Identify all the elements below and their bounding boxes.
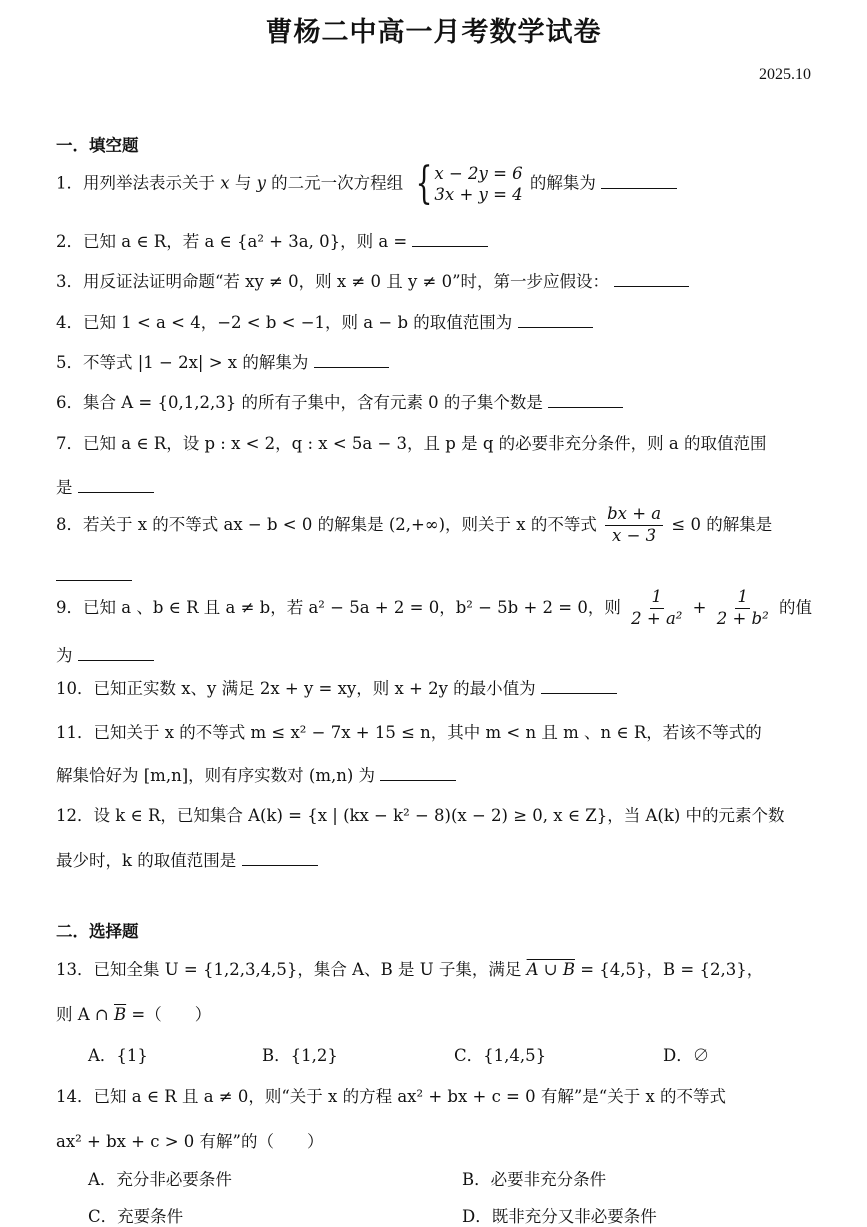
complement-b: $\overline{B}$ [113,1005,127,1024]
q14-line1: 14．已知 a ∈ R 且 a ≠ 0，则“关于 x 的方程 ax² + bx + c = 0 有解”是“关于 x 的不等式 [56,1087,727,1106]
plus-sign: + [692,597,707,617]
denominator: x − 3 [612,525,657,545]
q1-suffix: 的解集为 [529,173,596,193]
question-11 [56,723,762,743]
q14-option-a[interactable]: A．充分非必要条件 [88,1170,232,1189]
q13-option-b[interactable]: B．{1,2} [262,1046,338,1065]
fraction [605,505,663,546]
equation-2: 3x + y = 4 [434,185,523,204]
q13-option-d[interactable]: D．∅ [663,1046,710,1065]
page-title: 曹杨二中高一月考数学试卷 [265,17,602,48]
q14-option-b[interactable]: B．必要非充分条件 [462,1170,607,1189]
q11-line1: 11．已知关于 x 的不等式 m ≤ x² − 7x + 15 ≤ n，其中 m < n 且 m 、n ∈ R，若该不等式的 [56,723,762,742]
question-2 [56,232,488,252]
q4-text: 4．已知 1 < a < 4，−2 < b < −1，则 a − b 的取值范围为 [56,313,513,332]
q6-text: 6．集合 A = {0,1,2,3} 的所有子集中，含有元素 0 的子集个数是 [56,393,543,412]
answer-blank[interactable] [242,851,318,866]
question-13 [56,960,763,980]
question-14-cont [56,1128,324,1152]
question-8 [56,505,772,546]
var-x: x [220,173,230,193]
q3-text: 3．用反证法证明命题“若 xy ≠ 0，则 x ≠ 0 且 y ≠ 0”时，第一步应假设： [56,272,610,291]
q1-mid1: 与 [234,173,252,193]
q10-text: 10．已知正实数 x、y 满足 2x + y = xy，则 x + 2y 的最小值为 [56,679,536,698]
denominator: 2 + a² [631,608,683,628]
question-4 [56,313,593,333]
q13-line2a: 则 A ∩ [56,1005,109,1024]
question-12 [56,806,785,826]
question-10 [56,679,617,699]
numerator: 1 [650,588,665,609]
answer-blank[interactable] [314,353,389,368]
complement-union: A ∪ B [526,960,575,979]
q7-line2: 是 [56,478,73,497]
answer-blank[interactable] [548,393,623,408]
question-12-cont [56,847,318,871]
q2-text: 2．已知 a ∈ R，若 a ∈ {a² + 3a, 0}，则 a = [56,232,408,251]
q13-option-a[interactable]: A．{1} [88,1046,148,1065]
fraction-2 [715,588,771,629]
q12-line2: 最少时，k 的取值范围是 [56,851,237,870]
equation-system [410,158,523,209]
answer-blank[interactable] [601,174,677,189]
question-6 [56,393,623,413]
question-9 [56,588,812,629]
q14-line2: ax² + bx + c > 0 有解”的（ ） [56,1132,324,1151]
q13-prefix: 13．已知全集 U = {1,2,3,4,5}，集合 A、B 是 U 子集，满足 [56,960,522,979]
q13-suffix: = {4,5}，B = {2,3}， [580,960,764,979]
question-13-cont [56,1001,211,1025]
section-fill-in-title: 一．填空题 [56,136,139,155]
section-choice-title: 二．选择题 [56,922,139,941]
q14-option-d[interactable]: D．既非充分又非必要条件 [462,1207,657,1226]
q13-line2c: =（ ） [131,1005,212,1024]
q14-option-c[interactable]: C．充要条件 [88,1207,184,1226]
var-y: y [256,173,266,193]
question-9-cont [56,642,154,666]
answer-blank[interactable] [78,646,154,661]
q8-prefix: 8．若关于 x 的不等式 ax − b < 0 的解集是 (2,+∞)，则关于 x 的不等式 [56,514,597,534]
question-8-cont [56,566,132,585]
question-1 [56,158,677,209]
brace-icon: { [415,158,433,209]
answer-blank[interactable] [614,272,689,287]
q1-prefix: 1．用列举法表示关于 [56,173,215,193]
denominator: 2 + b² [716,608,769,628]
answer-blank[interactable] [412,232,488,247]
question-5 [56,353,389,373]
answer-blank[interactable] [518,313,593,328]
numerator: bx + a [605,505,663,526]
q7-line1: 7．已知 a ∈ R，设 p : x < 2，q : x < 5a − 3，且 p 是 q 的必要非充分条件，则 a 的取值范围 [56,434,767,453]
question-11-cont [56,762,456,786]
q5-text: 5．不等式 |1 − 2x| > x 的解集为 [56,353,309,372]
equation-1: x − 2y = 6 [434,163,523,183]
question-3 [56,272,689,292]
q12-line1: 12．设 k ∈ R，已知集合 A(k) = {x | (kx − k² − 8)(x − 2) ≥ 0, x ∈ Z}，当 A(k) 中的元素个数 [56,806,785,825]
q9-line2: 为 [56,646,73,665]
question-7-cont [56,474,154,498]
q9-suffix: 的值 [778,597,812,617]
question-14 [56,1087,726,1107]
question-7 [56,434,767,454]
exam-date: 2025.10 [759,66,811,83]
numerator: 1 [735,588,750,609]
q9-prefix: 9．已知 a 、b ∈ R 且 a ≠ b，若 a² − 5a + 2 = 0，b² − 5b + 2 = 0，则 [56,597,621,617]
answer-blank[interactable] [380,766,456,781]
fraction-1 [629,588,684,629]
q11-line2: 解集恰好为 [m,n]，则有序实数对 (m,n) 为 [56,766,376,785]
answer-blank[interactable] [78,478,154,493]
q8-suffix: ≤ 0 的解集是 [671,514,773,534]
q1-mid2: 的二元一次方程组 [271,173,404,193]
answer-blank[interactable] [541,679,617,694]
answer-blank[interactable] [56,566,132,581]
q13-option-c[interactable]: C．{1,4,5} [454,1046,547,1065]
